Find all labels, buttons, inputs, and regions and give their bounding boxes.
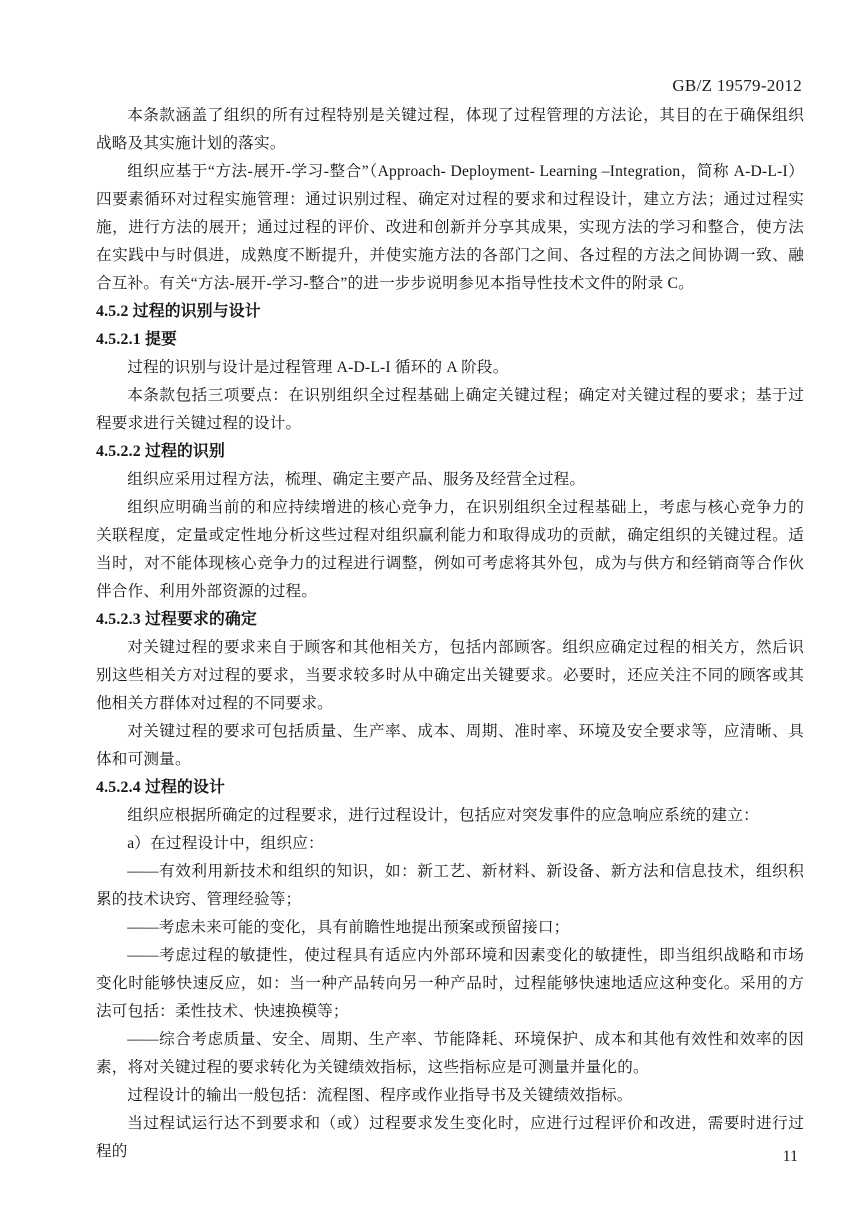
page-number: 11 [782, 1148, 798, 1165]
dash-list-item: ——综合考虑质量、安全、周期、生产率、节能降耗、环境保护、成本和其他有效性和效率的因素，将对关键过程的要求转化为关键绩效指标，这些指标应是可测量并量化的。 [96, 1031, 804, 1076]
paragraph: 组织应根据所确定的过程要求，进行过程设计，包括应对突发事件的应急响应系统的建立： [127, 807, 759, 824]
dash-list-item: ——考虑未来可能的变化，具有前瞻性地提出预案或预留接口； [127, 919, 570, 936]
paragraph: 对关键过程的要求来自于顾客和其他相关方，包括内部顾客。组织应确定过程的相关方，然后识别这些相关方对过程的要求，当要求较多时从中确定出关键要求。必要时，还应关注不同的顾客或其他相关方群体对过程的不同要求。 [96, 639, 804, 712]
dash-list-item: ——有效利用新技术和组织的知识，如：新工艺、新材料、新设备、新方法和信息技术，组织积累的技术诀窍、管理经验等； [96, 863, 804, 908]
paragraph: 本条款包括三项要点：在识别组织全过程基础上确定关键过程；确定对关键过程的要求；基于过程要求进行关键过程的设计。 [96, 387, 804, 432]
section-heading-4-5-2-1: 4.5.2.1 提要 [96, 331, 177, 348]
paragraph: 本条款涵盖了组织的所有过程特别是关键过程，体现了过程管理的方法论，其目的在于确保组织战略及其实施计划的落实。 [96, 107, 804, 152]
paragraph: 组织应基于“方法-展开-学习-整合”（Approach- Deployment- Learning –Integration，简称 A-D-L-I）四要素循环对过程实施管理：通过识别过程、确定对过程的要求和过程设计，建立方法；通过过程实施，进行方法的展开；通过过程的评价、改进和创新并分享其成果，实现方法的学习和整合，使方法在实践中与时俱进，成熟度不断提升，并使实施方法的各部门之间、各过程的方法之间协调一致、融合互补。有关“方法-展开-学习-整合”的进一步步说明参见本指导性技术文件的附录 C。 [96, 163, 804, 292]
paragraph: 过程的识别与设计是过程管理 A-D-L-I 循环的 A 阶段。 [127, 359, 509, 376]
paragraph: 当过程试运行达不到要求和（或）过程要求发生变化时，应进行过程评价和改进，需要时进行过程的 [96, 1115, 804, 1160]
paragraph: 过程设计的输出一般包括：流程图、程序或作业指导书及关键绩效指标。 [127, 1087, 633, 1104]
section-heading-4-5-2-2: 4.5.2.2 过程的识别 [96, 443, 225, 460]
paragraph: 组织应明确当前的和应持续增进的核心竞争力，在识别组织全过程基础上，考虑与核心竞争力的关联程度，定量或定性地分析这些过程对组织赢利能力和取得成功的贡献，确定组织的关键过程。适当时，对不能体现核心竞争力的过程进行调整，例如可考虑将其外包，成为与供方和经销商等合作伙伴合作、利用外部资源的过程。 [96, 499, 804, 600]
section-heading-4-5-2-4: 4.5.2.4 过程的设计 [96, 779, 225, 796]
paragraph: 对关键过程的要求可包括质量、生产率、成本、周期、准时率、环境及安全要求等，应清晰、具体和可测量。 [96, 723, 804, 768]
section-heading-4-5-2: 4.5.2 过程的识别与设计 [96, 303, 261, 320]
section-heading-4-5-2-3: 4.5.2.3 过程要求的确定 [96, 611, 257, 628]
dash-list-item: ——考虑过程的敏捷性，使过程具有适应内外部环境和因素变化的敏捷性，即当组织战略和市场变化时能够快速反应，如：当一种产品转向另一种产品时，过程能够快速地适应这种变化。采用的方法可包括：柔性技术、快速换模等； [96, 947, 804, 1020]
paragraph: 组织应采用过程方法，梳理、确定主要产品、服务及经营全过程。 [127, 471, 586, 488]
doc-number: GB/Z 19579-2012 [672, 76, 802, 95]
list-item-a: a）在过程设计中，组织应： [127, 835, 324, 852]
document-body [96, 102, 804, 1166]
